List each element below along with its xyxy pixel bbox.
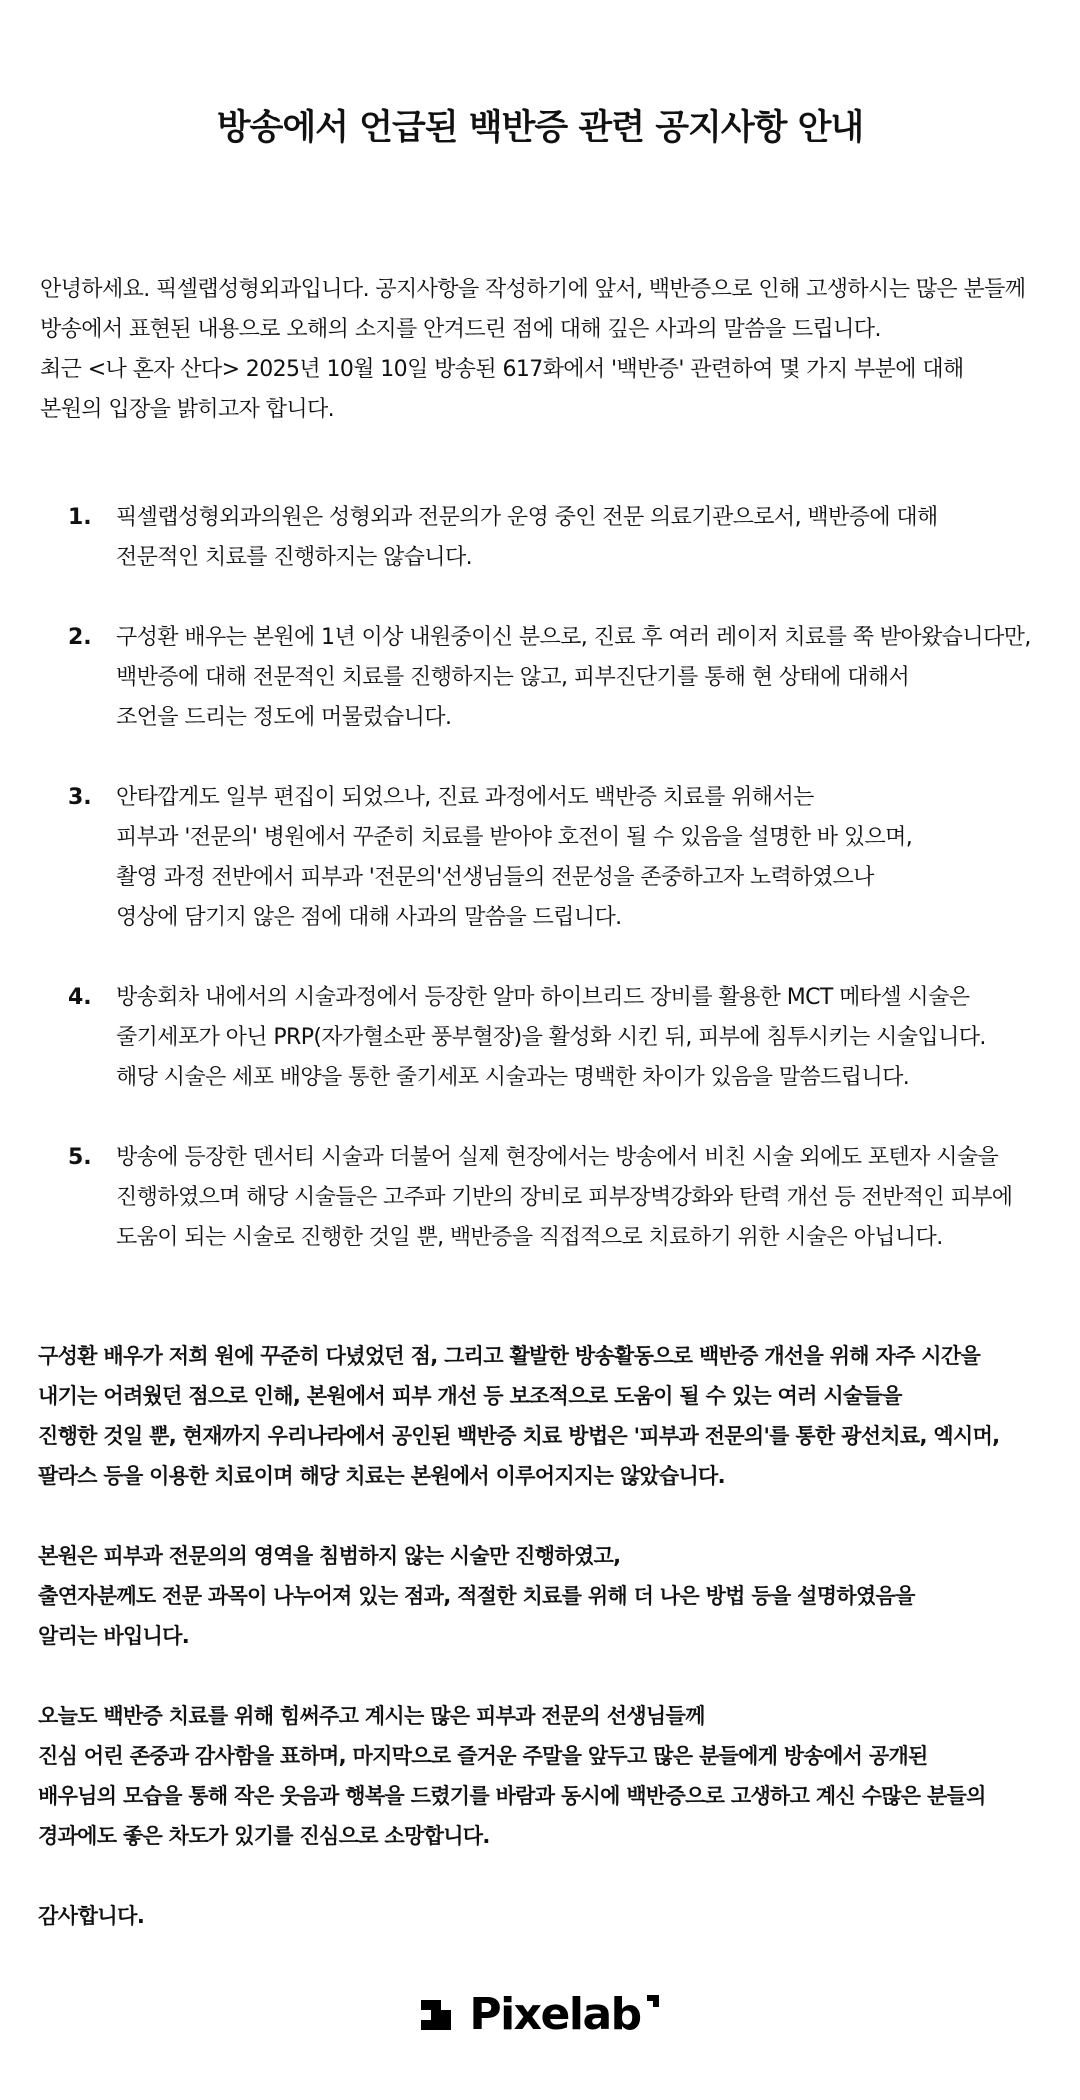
intro-line: 본원의 입장을 밝히고자 합니다.	[40, 397, 335, 422]
brand-logo	[0, 1989, 1080, 2040]
closing-paragraph	[38, 1536, 1058, 1656]
point-line: 줄기세포가 아닌 PRP(자가혈소판 풍부혈장)을 활성화 시킨 뒤, 피부에 침투시키는 시술입니다.	[116, 1025, 986, 1050]
intro-paragraph	[40, 270, 1050, 430]
point-number: 1.	[68, 505, 92, 530]
brand-lockup	[421, 1989, 658, 2040]
closing-line: 내기는 어려웠던 점으로 인해, 본원에서 피부 개선 등 보조적으로 도움이 될 수 있는 여러 시술들을	[38, 1384, 902, 1408]
point-text	[116, 778, 912, 938]
point-text	[116, 618, 1031, 738]
point-line: 안타깝게도 일부 편집이 되었으나, 진료 과정에서도 백반증 치료를 위해서는	[116, 785, 814, 810]
point-line: 영상에 담기지 않은 점에 대해 사과의 말씀을 드립니다.	[116, 905, 622, 930]
point-number: 5.	[68, 1145, 92, 1170]
point-line: 피부과 '전문의' 병원에서 꾸준히 치료를 받아야 호전이 될 수 있음을 설명한 바 있으며,	[116, 825, 913, 850]
intro-line: 안녕하세요. 픽셀랩성형외과입니다. 공지사항을 작성하기에 앞서, 백반증으로 인해 고생하시는 많은 분들께	[40, 277, 1026, 302]
point-text	[116, 1138, 1012, 1258]
closing-line: 경과에도 좋은 차도가 있기를 진심으로 소망합니다.	[38, 1824, 490, 1848]
closing-line: 진행한 것일 뿐, 현재까지 우리나라에서 공인된 백반증 치료 방법은 '피부과 전문의'를 통한 광선치료, 엑시머,	[38, 1424, 1000, 1448]
point-line: 방송회차 내에서의 시술과정에서 등장한 알마 하이브리드 장비를 활용한 MCT 메타셀 시술은	[116, 985, 970, 1010]
brand-corner-mark-icon	[647, 1995, 659, 2007]
closing-line: 오늘도 백반증 치료를 위해 힘써주고 계시는 많은 피부과 전문의 선생님들께	[38, 1704, 705, 1728]
point-number: 3.	[68, 785, 92, 810]
notice-points-list	[68, 498, 1058, 1258]
closing-line: 진심 어린 존중과 감사함을 표하며, 마지막으로 즐거운 주말을 앞두고 많은 분들에게 방송에서 공개된	[38, 1744, 928, 1768]
point-line: 진행하였으며 해당 시술들은 고주파 기반의 장비로 피부장벽강화와 탄력 개선 등 전반적인 피부에	[116, 1185, 1013, 1210]
point-line: 픽셀랩성형외과의원은 성형외과 전문의가 운영 중인 전문 의료기관으로서, 백반증에 대해	[116, 505, 938, 530]
closing-line: 구성환 배우가 저희 원에 꾸준히 다녔었던 점, 그리고 활발한 방송활동으로 백반증 개선을 위해 자주 시간을	[38, 1344, 981, 1368]
intro-line: 방송에서 표현된 내용으로 오해의 소지를 안겨드린 점에 대해 깊은 사과의 말씀을 드립니다.	[40, 317, 881, 342]
point-number: 2.	[68, 625, 92, 650]
point-line: 촬영 과정 전반에서 피부과 '전문의'선생님들의 전문성을 존중하고자 노력하였으나	[116, 865, 874, 890]
notice-point	[68, 978, 1058, 1098]
point-line: 전문적인 치료를 진행하지는 않습니다.	[116, 545, 473, 570]
closing-paragraph	[38, 1696, 1058, 1856]
closing-line: 출연자분께도 전문 과목이 나누어져 있는 점과, 적절한 치료를 위해 더 나은 방법 등을 설명하였음을	[38, 1584, 915, 1608]
page-title: 방송에서 언급된 백반증 관련 공지사항 안내	[216, 108, 864, 148]
thanks-text: 감사합니다.	[38, 1904, 145, 1928]
point-line: 조언을 드리는 정도에 머물렀습니다.	[116, 705, 452, 730]
intro-line: 최근 <나 혼자 산다> 2025년 10월 10일 방송된 617화에서 '백반증' 관련하여 몇 가지 부분에 대해	[40, 357, 964, 382]
notice-point	[68, 778, 1058, 938]
point-number: 4.	[68, 985, 92, 1010]
closing-line: 본원은 피부과 전문의의 영역을 침범하지 않는 시술만 진행하였고,	[38, 1544, 621, 1568]
point-line: 해당 시술은 세포 배양을 통한 줄기세포 시술과는 명백한 차이가 있음을 말씀드립니다.	[116, 1065, 910, 1090]
point-line: 도움이 되는 시술로 진행한 것일 뿐, 백반증을 직접적으로 치료하기 위한 시술은 아닙니다.	[116, 1225, 943, 1250]
point-line: 백반증에 대해 전문적인 치료를 진행하지는 않고, 피부진단기를 통해 현 상태에 대해서	[116, 665, 910, 690]
closing-line: 알리는 바입니다.	[38, 1624, 189, 1648]
brand-name: Pixelab	[469, 1989, 641, 2040]
closing-line: 팔라스 등을 이용한 치료이며 해당 치료는 본원에서 이루어지지는 않았습니다.	[38, 1464, 725, 1488]
closing-paragraph	[38, 1336, 1058, 1496]
point-text	[116, 498, 938, 578]
notice-point	[68, 618, 1058, 738]
notice-point	[68, 1138, 1058, 1258]
point-line: 구성환 배우는 본원에 1년 이상 내원중이신 분으로, 진료 후 여러 레이저 치료를 쭉 받아왔습니다만,	[116, 625, 1031, 650]
pixelab-mark-icon	[421, 1996, 463, 2034]
point-line: 방송에 등장한 덴서티 시술과 더불어 실제 현장에서는 방송에서 비친 시술 외에도 포텐자 시술을	[116, 1145, 999, 1170]
point-text	[116, 978, 986, 1098]
notice-point	[68, 498, 1058, 578]
closing-section	[38, 1336, 1058, 1896]
closing-line: 배우님의 모습을 통해 작은 웃음과 행복을 드렸기를 바람과 동시에 백반증으로 고생하고 계신 수많은 분들의	[38, 1784, 986, 1808]
